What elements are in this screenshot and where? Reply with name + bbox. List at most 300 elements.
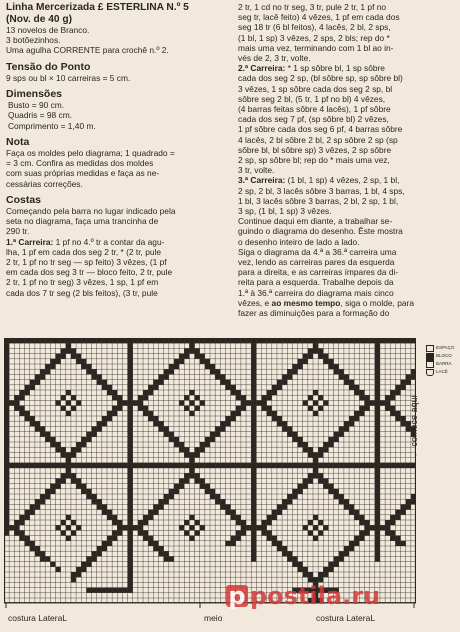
chart-block xyxy=(375,400,380,405)
chart-block xyxy=(128,395,133,400)
chart-block xyxy=(406,463,411,468)
chart-grid xyxy=(4,338,416,608)
chart-block xyxy=(61,520,66,525)
chart-block xyxy=(128,478,133,483)
chart-block xyxy=(56,463,61,468)
chart-block xyxy=(251,369,256,374)
chart-block xyxy=(128,369,133,374)
chart-block xyxy=(128,432,133,437)
chart-block xyxy=(375,478,380,483)
chart-block xyxy=(287,432,292,437)
chart-block xyxy=(76,478,81,483)
chart-block xyxy=(174,463,179,468)
chart-block xyxy=(56,400,61,405)
chart-block xyxy=(313,473,318,478)
chart-block xyxy=(298,463,303,468)
chart-block xyxy=(328,484,333,489)
chart-block xyxy=(71,572,76,577)
chart-block xyxy=(174,364,179,369)
chart-block xyxy=(112,515,117,520)
chart-block xyxy=(153,546,158,551)
chart-block xyxy=(133,525,138,530)
chart-block xyxy=(76,400,81,405)
chart-block xyxy=(375,395,380,400)
chart-block xyxy=(225,504,230,509)
chart-block xyxy=(128,385,133,390)
chart-block xyxy=(184,354,189,359)
chart-block xyxy=(236,515,241,520)
chart-block xyxy=(292,494,297,499)
chart-block xyxy=(179,463,184,468)
chart-block xyxy=(159,380,164,385)
chart-block xyxy=(128,536,133,541)
chart-block xyxy=(390,406,395,411)
chart-block xyxy=(236,463,241,468)
chart-block xyxy=(236,411,241,416)
chart-block xyxy=(200,354,205,359)
chart-block xyxy=(277,380,282,385)
chart-block xyxy=(133,400,138,405)
chart-block xyxy=(241,406,246,411)
chart-block xyxy=(56,359,61,364)
chart-block xyxy=(128,582,133,587)
chart-block xyxy=(323,572,328,577)
chart-block xyxy=(339,551,344,556)
chart-block xyxy=(195,406,200,411)
chart-block xyxy=(365,395,370,400)
chart-block xyxy=(200,400,205,405)
chart-block xyxy=(231,390,236,395)
chart-block xyxy=(143,530,148,535)
chart-block xyxy=(189,515,194,520)
chart-block xyxy=(143,463,148,468)
row2-label: 2.ª Carreira: xyxy=(238,63,286,74)
chart-block xyxy=(25,463,30,468)
chart-block xyxy=(318,473,323,478)
chart-block xyxy=(246,525,251,530)
chart-block xyxy=(251,463,256,468)
chart-block xyxy=(30,504,35,509)
chart-block xyxy=(251,452,256,457)
chart-block xyxy=(236,536,241,541)
tension-text: 9 sps ou bl × 10 carreiras = 5 cm. xyxy=(6,72,131,83)
chart-block xyxy=(344,421,349,426)
chart-block xyxy=(334,562,339,567)
chart-block xyxy=(334,369,339,374)
chart-block xyxy=(359,411,364,416)
chart-block xyxy=(344,551,349,556)
chart-block xyxy=(148,510,153,515)
chart-block xyxy=(359,406,364,411)
chart-block xyxy=(200,484,205,489)
chart-block xyxy=(107,536,112,541)
chart-block xyxy=(153,504,158,509)
chart-block xyxy=(189,525,194,530)
chart-block xyxy=(262,463,267,468)
chart-block xyxy=(318,395,323,400)
chart-block xyxy=(184,463,189,468)
chart-block xyxy=(128,437,133,442)
chart-block xyxy=(354,510,359,515)
chart-block xyxy=(323,447,328,452)
chart-block xyxy=(339,426,344,431)
chart-block xyxy=(339,463,344,468)
row3-label: 3.ª Carreira: xyxy=(238,175,286,186)
chart-block xyxy=(30,541,35,546)
chart-block xyxy=(267,406,272,411)
chart-block xyxy=(179,525,184,530)
chart-block xyxy=(61,530,66,535)
chart-block xyxy=(143,520,148,525)
chart-block xyxy=(246,400,251,405)
chart-block xyxy=(25,541,30,546)
chart-block xyxy=(303,567,308,572)
chart-block xyxy=(298,359,303,364)
chart-block xyxy=(45,364,50,369)
chart-block xyxy=(138,395,143,400)
chart-block xyxy=(25,510,30,515)
chart-block xyxy=(287,369,292,374)
chart-block xyxy=(262,525,267,530)
chart-block xyxy=(292,556,297,561)
chart-block xyxy=(375,473,380,478)
chart-block xyxy=(303,463,308,468)
chart-block xyxy=(236,530,241,535)
chart-block xyxy=(148,385,153,390)
chart-block xyxy=(128,364,133,369)
chart-block xyxy=(128,447,133,452)
chart-block xyxy=(164,426,169,431)
chart-block xyxy=(184,348,189,353)
chart-block xyxy=(184,473,189,478)
chart-block xyxy=(25,385,30,390)
chart-block xyxy=(262,406,267,411)
chart-block xyxy=(215,374,220,379)
chart-block xyxy=(128,588,133,593)
chart-block xyxy=(184,520,189,525)
chart-block xyxy=(122,463,127,468)
chart-block xyxy=(107,390,112,395)
chart-block xyxy=(81,437,86,442)
center-label: meio xyxy=(204,613,223,623)
chart-block xyxy=(61,478,66,483)
chart-block xyxy=(189,343,194,348)
chart-block xyxy=(143,395,148,400)
chart-block xyxy=(138,530,143,535)
chart-block xyxy=(220,421,225,426)
chart-block xyxy=(40,374,45,379)
chart-block xyxy=(128,562,133,567)
chart-block xyxy=(354,390,359,395)
chart-block xyxy=(303,447,308,452)
chart-block xyxy=(225,463,230,468)
chart-block xyxy=(272,390,277,395)
chart-block xyxy=(375,458,380,463)
chart-block xyxy=(92,369,97,374)
chart-block xyxy=(292,437,297,442)
chart-block xyxy=(40,556,45,561)
chart-block xyxy=(375,390,380,395)
chart-block xyxy=(365,525,370,530)
chart-block xyxy=(349,385,354,390)
chart-block xyxy=(81,567,86,572)
chart-block xyxy=(30,385,35,390)
chart-block xyxy=(14,525,19,530)
chart-block xyxy=(112,390,117,395)
chart-block xyxy=(251,359,256,364)
chart-block xyxy=(365,520,370,525)
chart-block xyxy=(205,442,210,447)
chart-block xyxy=(225,380,230,385)
chart-block xyxy=(148,411,153,416)
chart-block xyxy=(143,411,148,416)
chart-block xyxy=(375,468,380,473)
chart-block xyxy=(138,520,143,525)
chart-block xyxy=(292,432,297,437)
chart-block xyxy=(81,442,86,447)
chart-block xyxy=(282,551,287,556)
chart-block xyxy=(92,551,97,556)
chart-block xyxy=(349,416,354,421)
chart-block xyxy=(45,494,50,499)
chart-block xyxy=(287,551,292,556)
chart-block xyxy=(287,556,292,561)
chart-block xyxy=(272,463,277,468)
chart-block xyxy=(153,463,158,468)
chart-block xyxy=(71,473,76,478)
chart-block xyxy=(97,463,102,468)
chart-block xyxy=(390,411,395,416)
chart-block xyxy=(277,541,282,546)
chart-block xyxy=(35,551,40,556)
chart-block xyxy=(35,546,40,551)
chart-block xyxy=(107,541,112,546)
chart-block xyxy=(354,463,359,468)
chart-block xyxy=(35,499,40,504)
chart-block xyxy=(50,562,55,567)
legend-space: ESPAÇO xyxy=(426,344,454,352)
chart-block xyxy=(138,525,143,530)
chart-block xyxy=(71,520,76,525)
chart-block xyxy=(128,572,133,577)
chart-block xyxy=(71,478,76,483)
chart-block xyxy=(267,520,272,525)
chart-block xyxy=(128,458,133,463)
chart-block xyxy=(19,530,24,535)
chart-block xyxy=(375,426,380,431)
chart-block xyxy=(66,468,71,473)
chart-block xyxy=(318,452,323,457)
chart-block xyxy=(148,463,153,468)
chart-block xyxy=(184,447,189,452)
chart-block xyxy=(159,551,164,556)
chart-block xyxy=(128,411,133,416)
chart-block xyxy=(334,463,339,468)
chart-block xyxy=(375,452,380,457)
chart-block xyxy=(195,520,200,525)
chart-block xyxy=(401,421,406,426)
chart-block xyxy=(395,510,400,515)
chart-block xyxy=(107,385,112,390)
chart-block xyxy=(272,541,277,546)
legend-lace: LACÊ xyxy=(426,368,454,376)
chart-block xyxy=(117,525,122,530)
chart-block xyxy=(236,406,241,411)
chart-block xyxy=(349,510,354,515)
chart-block xyxy=(14,463,19,468)
chart-block xyxy=(86,588,91,593)
chart-block xyxy=(169,369,174,374)
chart-block xyxy=(323,567,328,572)
chart-block xyxy=(128,551,133,556)
chart-block xyxy=(251,395,256,400)
chart-block xyxy=(128,348,133,353)
chart-block xyxy=(308,478,313,483)
chart-block xyxy=(282,380,287,385)
chart-block xyxy=(318,406,323,411)
chart-block xyxy=(220,504,225,509)
chart-block xyxy=(308,520,313,525)
chart-block xyxy=(128,390,133,395)
chart-block xyxy=(76,463,81,468)
chart-block xyxy=(128,541,133,546)
chart-block xyxy=(35,421,40,426)
chart-block xyxy=(30,510,35,515)
chart-block xyxy=(308,406,313,411)
chart-block xyxy=(292,562,297,567)
chart-block xyxy=(375,556,380,561)
chart-block xyxy=(272,510,277,515)
chart-block xyxy=(318,520,323,525)
chart-block xyxy=(313,411,318,416)
chart-block xyxy=(30,421,35,426)
chart-block xyxy=(318,463,323,468)
chart-block xyxy=(66,458,71,463)
chart-block xyxy=(390,536,395,541)
chart-block xyxy=(153,416,158,421)
chart-block xyxy=(251,390,256,395)
chart-block xyxy=(354,411,359,416)
chart-block xyxy=(195,354,200,359)
chart-block xyxy=(292,369,297,374)
chart-block xyxy=(159,499,164,504)
chart-block xyxy=(287,494,292,499)
chart-block xyxy=(251,530,256,535)
chart-block xyxy=(375,546,380,551)
chart-block xyxy=(97,546,102,551)
chart-block xyxy=(30,463,35,468)
chart-block xyxy=(359,536,364,541)
chart-block xyxy=(25,416,30,421)
chart-block xyxy=(128,504,133,509)
chart-block xyxy=(313,400,318,405)
chart-block xyxy=(179,478,184,483)
chart-block xyxy=(401,385,406,390)
chart-block xyxy=(251,437,256,442)
chart-block xyxy=(81,364,86,369)
chart-block xyxy=(282,546,287,551)
chart-block xyxy=(390,530,395,535)
chart-block xyxy=(117,463,122,468)
instructions-right-column: 2 tr, 1 cd no tr seg, 3 tr, pule 2 tr, 1 pf no seg tr, lacê feito) 4 vêzes, 1 pf em cada dos seg 18 tr (6 bl feitos), 4 lacês, 2 bl, 2 sps, (1 bl, 1 sp) 3 vêzes, 2 sps, 2 bls; rep do * mais uma vez, terminando com 1 bl ao in- vés de 2, 3 tr, volte. 2.ª Carreira: * 1 sp sôbre bl, 1 sp sôbre cada dos seg 2 sp, (bl sôbre sp, sp sôbre bl) 3 vêzes, 1 sp sôbre cada dos seg 2 sp, bl sôbre seg 2 bl, (5 tr, 1 pf no bl) 4 vêzes, (4 barras feitas sôbre 4 lacês), 1 pf sôbre cada dos seg 7 pf, (sp sôbre bl) 2 vêzes, 1 pf sôbre cada dos seg 6 pf, 4 barras sôbre 4 lacês, 2 bl sôbre 2 bl, 2 sp sôbre 2 sp (sp sôbre bl, bl sôbre sp) 3 vêzes, 2 sp sôbre 2 sp, sp sôbre bl; rep do * mais uma vez, 3 tr, volte. 3.ª Carreira: (1 bl, 1 sp) 4 vêzes, 2 sp, 1 bl, 2 sp, 2 bl, 3 lacês sôbre 3 barras, 1 bl, 4 sps, 1 bl, 3 lacês sôbre 3 barras, 2 bl, 2 sp, 1 bl, 3 sp, (1 bl, 1 sp) 3 vêzes. Continue daqui em diante, a trabalhar se- guindo o diagrama do desenho. Êste mostra o desenho inteiro de lado a lado. Siga o diagrama da 4.ª a 36.ª carreira uma vez, lendo as carreiras pares da esquerda para a direita, e as carreiras ímpares da di- reita para a esquerda. Trabalhe depois da 1.ª à 36.ª carreira do diagrama mais cinco vêzes, e ao mesmo tempo, siga o molde, para fazer as diminuições para a formação do xyxy=(238,2,414,319)
chart-block xyxy=(128,400,133,405)
chart-block xyxy=(251,343,256,348)
chart-block xyxy=(220,374,225,379)
chart-block xyxy=(195,473,200,478)
chart-block xyxy=(375,504,380,509)
chart-block xyxy=(375,380,380,385)
chart-block xyxy=(334,364,339,369)
chart-block xyxy=(76,484,81,489)
chart-block xyxy=(251,515,256,520)
chart-block xyxy=(251,556,256,561)
chart-block xyxy=(251,473,256,478)
watermark: p postila.ru xyxy=(226,582,380,610)
chart-block xyxy=(86,556,91,561)
chart-block xyxy=(210,489,215,494)
chart-block xyxy=(318,572,323,577)
chart-block xyxy=(339,494,344,499)
chart-block xyxy=(251,468,256,473)
block-swatch-icon xyxy=(426,353,434,360)
chart-block xyxy=(277,421,282,426)
chart-block xyxy=(174,437,179,442)
chart-block xyxy=(339,499,344,504)
chart-block xyxy=(189,400,194,405)
chart-block xyxy=(225,416,230,421)
chart-block xyxy=(375,411,380,416)
chart-block xyxy=(112,411,117,416)
chart-block xyxy=(277,510,282,515)
chart-block xyxy=(231,515,236,520)
chart-block xyxy=(117,406,122,411)
chart-block xyxy=(102,421,107,426)
chart-block xyxy=(323,400,328,405)
chart-block xyxy=(86,494,91,499)
chart-block xyxy=(169,432,174,437)
chart-block xyxy=(76,572,81,577)
chart-block xyxy=(184,452,189,457)
chart-block xyxy=(19,515,24,520)
chart-block xyxy=(128,577,133,582)
chart-block xyxy=(97,380,102,385)
chart-block xyxy=(61,354,66,359)
chart-block xyxy=(81,484,86,489)
chart-block xyxy=(365,406,370,411)
chart-block xyxy=(128,374,133,379)
chart-block xyxy=(19,390,24,395)
chart-block xyxy=(81,562,86,567)
chart-block xyxy=(375,374,380,379)
chart-block xyxy=(313,468,318,473)
chart-block xyxy=(303,354,308,359)
chart-block xyxy=(179,484,184,489)
chart-block xyxy=(390,520,395,525)
chart-block xyxy=(241,463,246,468)
chart-block xyxy=(35,504,40,509)
chart-block xyxy=(339,556,344,561)
chart-block xyxy=(184,406,189,411)
chart-block xyxy=(92,463,97,468)
chart-block xyxy=(122,588,127,593)
chart-block xyxy=(267,390,272,395)
chart-block xyxy=(344,546,349,551)
chart-block xyxy=(117,395,122,400)
chart-block xyxy=(107,510,112,515)
chart-block xyxy=(349,541,354,546)
chart-block xyxy=(390,390,395,395)
chart-block xyxy=(153,510,158,515)
